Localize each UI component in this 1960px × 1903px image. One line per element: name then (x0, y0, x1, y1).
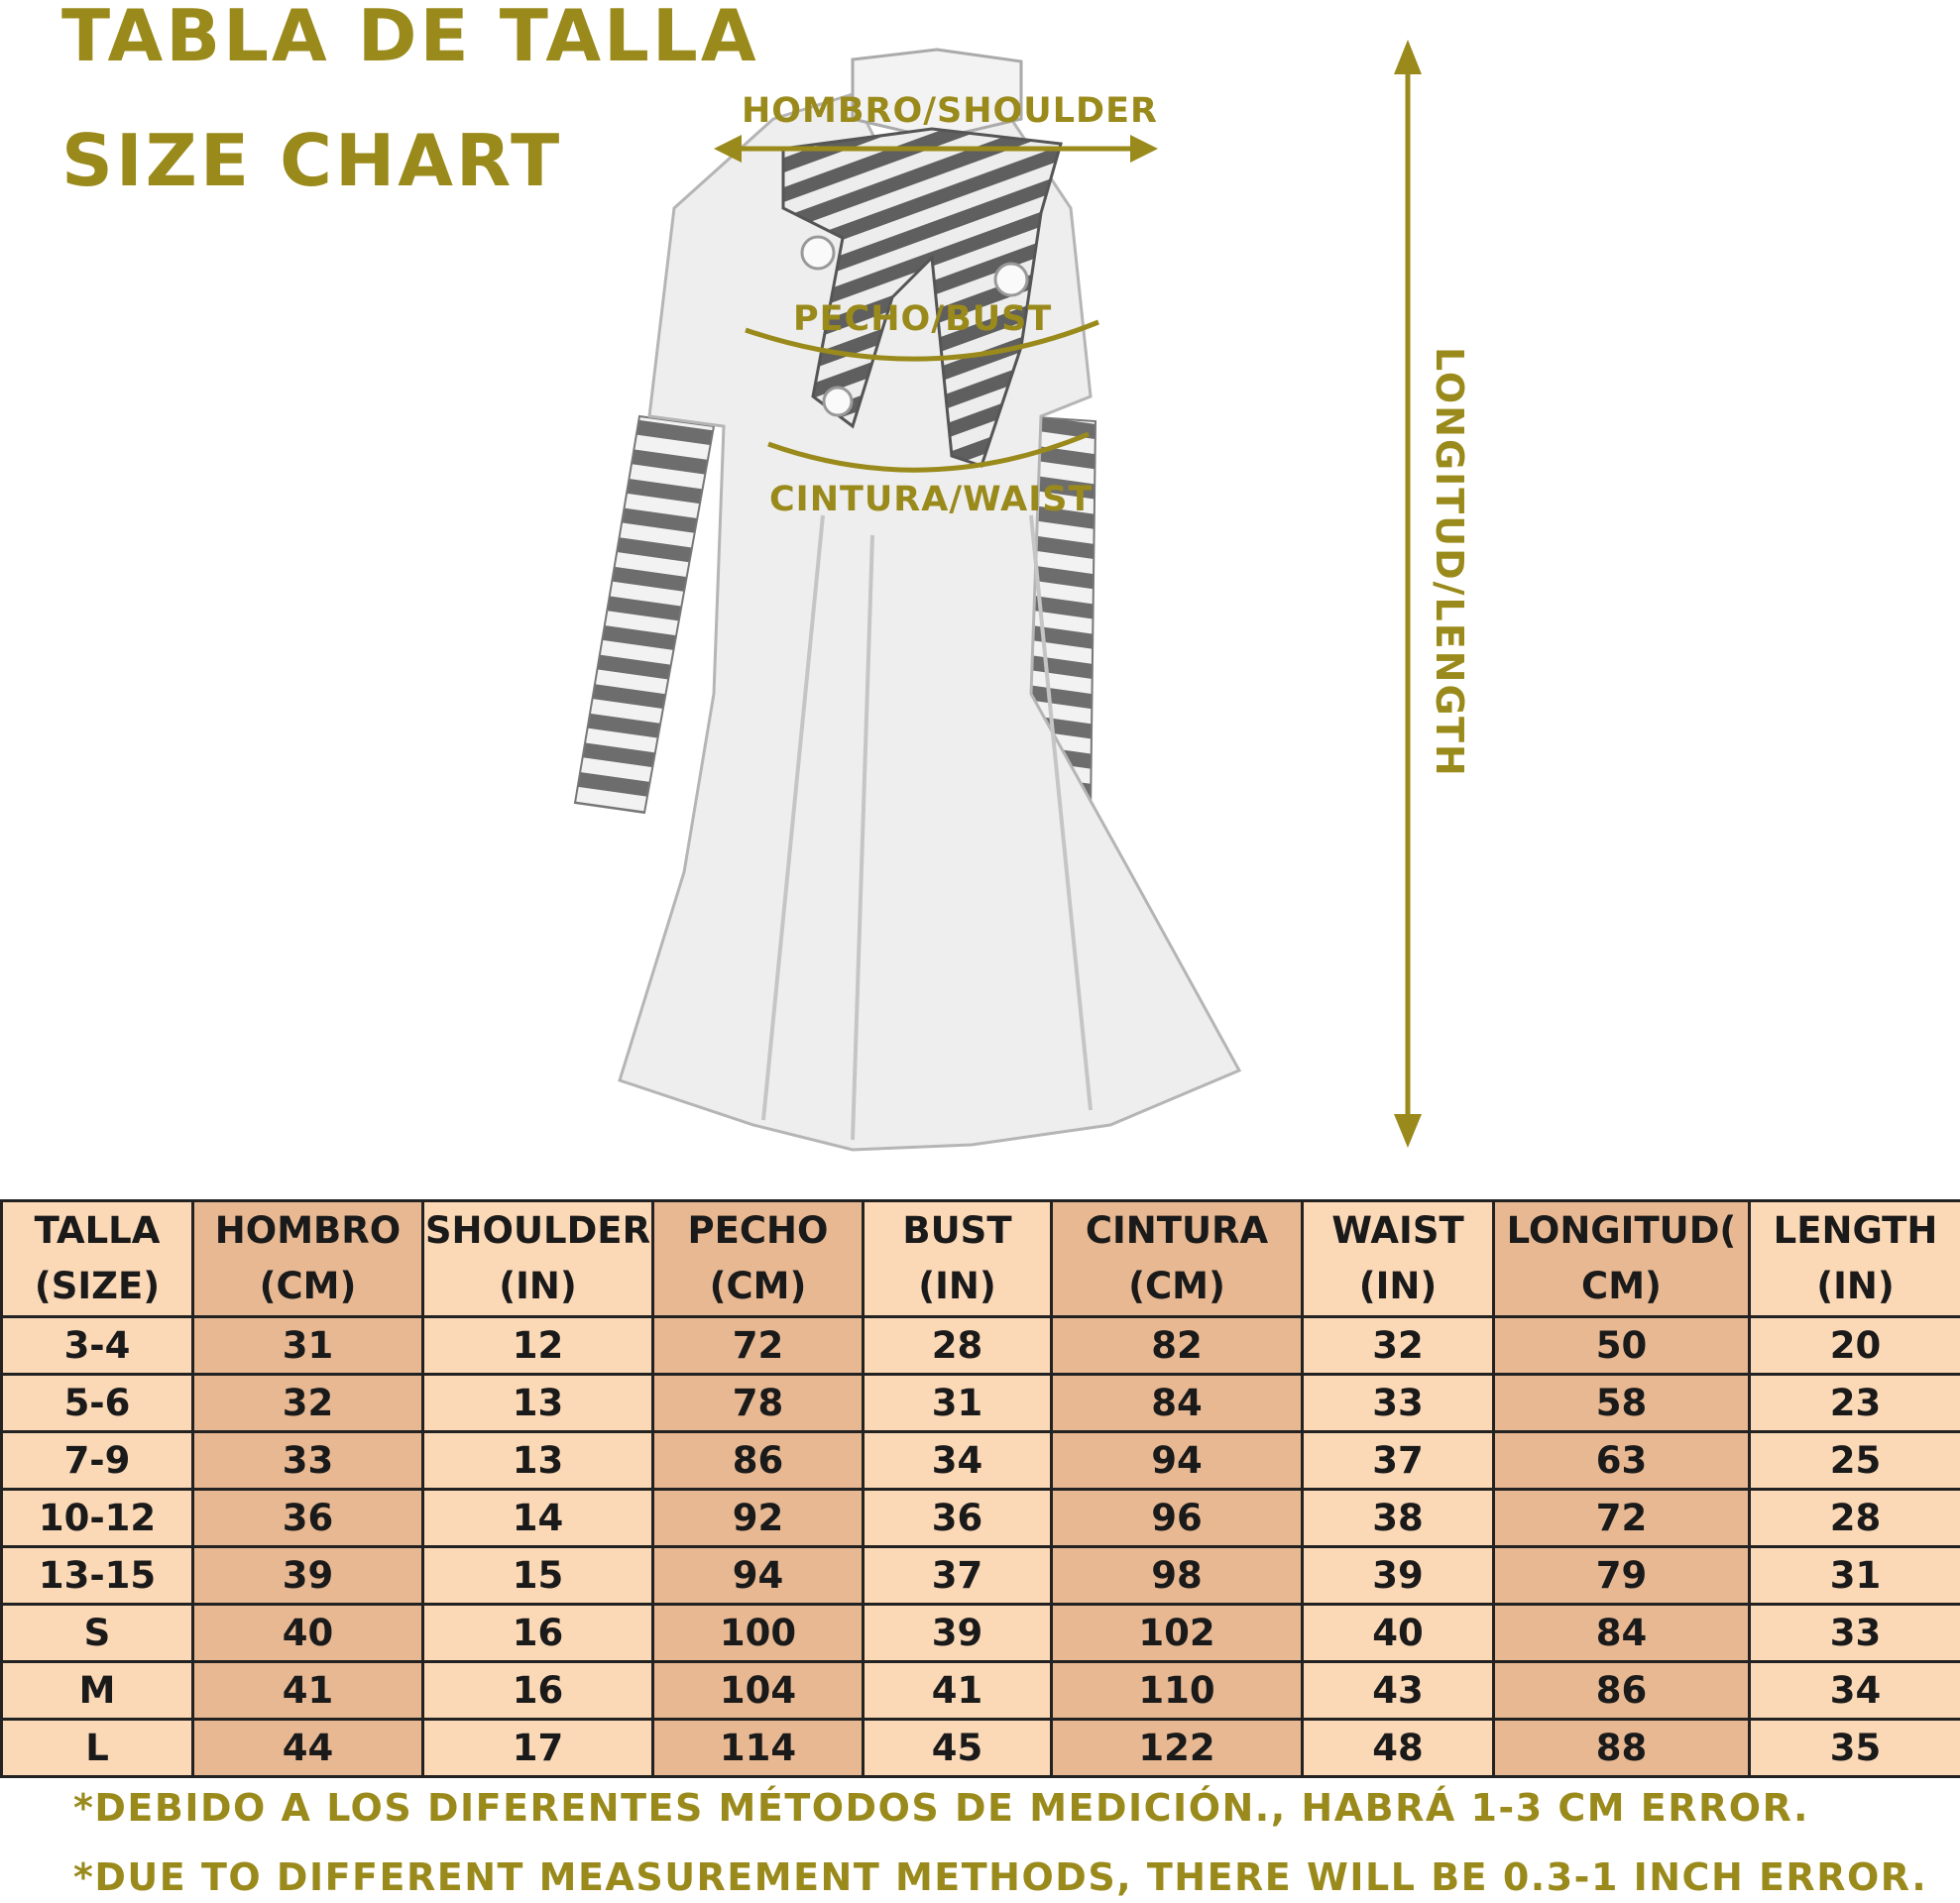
table-cell: 28 (1750, 1490, 1960, 1547)
table-cell: 110 (1052, 1662, 1303, 1720)
table-cell: 41 (193, 1662, 423, 1720)
table-cell: 98 (1052, 1547, 1303, 1605)
table-cell: 92 (653, 1490, 864, 1547)
table-cell: 5-6 (2, 1375, 193, 1432)
table-cell: 84 (1494, 1605, 1750, 1662)
table-cell: 34 (1750, 1662, 1960, 1720)
note-spanish: *DEBIDO A LOS DIFERENTES MÉTODOS DE MEDICIÓN., HABRÁ 1-3 CM ERROR. (73, 1786, 1809, 1830)
table-cell: 17 (423, 1720, 653, 1777)
table-cell: 13-15 (2, 1547, 193, 1605)
header-waist: WAIST (IN) (1303, 1201, 1494, 1317)
table-cell: 3-4 (2, 1317, 193, 1375)
table-cell: M (2, 1662, 193, 1720)
table-cell: 33 (1750, 1605, 1960, 1662)
table-row (2, 1317, 1960, 1375)
table-cell: 39 (193, 1547, 423, 1605)
length-label: LONGITUD/LENGTH (1428, 347, 1471, 778)
table-cell: 33 (1303, 1375, 1494, 1432)
table-cell: 100 (653, 1605, 864, 1662)
table-cell: 36 (864, 1490, 1052, 1547)
table-cell: 78 (653, 1375, 864, 1432)
table-cell: 15 (423, 1547, 653, 1605)
table-cell: 36 (193, 1490, 423, 1547)
header-length: LENGTH (IN) (1750, 1201, 1960, 1317)
table-cell: 16 (423, 1605, 653, 1662)
header-bust: BUST (IN) (864, 1201, 1052, 1317)
table-cell: 72 (653, 1317, 864, 1375)
table-cell: 37 (864, 1547, 1052, 1605)
table-cell: 63 (1494, 1432, 1750, 1490)
table-cell: 50 (1494, 1317, 1750, 1375)
table-cell: 16 (423, 1662, 653, 1720)
table-cell: 102 (1052, 1605, 1303, 1662)
table-cell: 72 (1494, 1490, 1750, 1547)
table-cell: 122 (1052, 1720, 1303, 1777)
header-cintura: CINTURA (CM) (1052, 1201, 1303, 1317)
table-cell: 14 (423, 1490, 653, 1547)
table-cell: 34 (864, 1432, 1052, 1490)
table-row (2, 1720, 1960, 1777)
table-cell: 39 (864, 1605, 1052, 1662)
table-cell: 32 (1303, 1317, 1494, 1375)
table-cell: L (2, 1720, 193, 1777)
table-cell: 10-12 (2, 1490, 193, 1547)
table-cell: 96 (1052, 1490, 1303, 1547)
table-cell: 88 (1494, 1720, 1750, 1777)
page-title-es: TABLA DE TALLA (61, 0, 759, 77)
table-cell: 20 (1750, 1317, 1960, 1375)
table-cell: 82 (1052, 1317, 1303, 1375)
table-cell: 94 (653, 1547, 864, 1605)
header-hombro: HOMBRO (CM) (193, 1201, 423, 1317)
table-row (2, 1432, 1960, 1490)
table-row (2, 1375, 1960, 1432)
table-cell: 25 (1750, 1432, 1960, 1490)
table-cell: 39 (1303, 1547, 1494, 1605)
header-talla: TALLA (SIZE) (2, 1201, 193, 1317)
table-header-row (2, 1201, 1960, 1317)
table-cell: 28 (864, 1317, 1052, 1375)
table-cell: 94 (1052, 1432, 1303, 1490)
table-cell: 45 (864, 1720, 1052, 1777)
table-cell: 32 (193, 1375, 423, 1432)
table-cell: 12 (423, 1317, 653, 1375)
table-cell: 38 (1303, 1490, 1494, 1547)
shoulder-label: HOMBRO/SHOULDER (742, 91, 1158, 131)
table-cell: 33 (193, 1432, 423, 1490)
table-cell: 43 (1303, 1662, 1494, 1720)
table-row (2, 1490, 1960, 1547)
page-title-en: SIZE CHART (61, 119, 563, 202)
table-cell: 86 (1494, 1662, 1750, 1720)
table-cell: 31 (1750, 1547, 1960, 1605)
table-cell: 58 (1494, 1375, 1750, 1432)
table-cell: 84 (1052, 1375, 1303, 1432)
header-pecho: PECHO (CM) (653, 1201, 864, 1317)
table-cell: 13 (423, 1375, 653, 1432)
table-cell: 13 (423, 1432, 653, 1490)
table-cell: 31 (864, 1375, 1052, 1432)
header-shoulder: SHOULDER (IN) (423, 1201, 653, 1317)
table-cell: S (2, 1605, 193, 1662)
table-cell: 7-9 (2, 1432, 193, 1490)
table-cell: 104 (653, 1662, 864, 1720)
table-cell: 31 (193, 1317, 423, 1375)
table-cell: 40 (193, 1605, 423, 1662)
table-cell: 86 (653, 1432, 864, 1490)
note-english: *DUE TO DIFFERENT MEASUREMENT METHODS, THERE WILL BE 0.3-1 INCH ERROR. (73, 1855, 1928, 1899)
bust-label: PECHO/BUST (793, 299, 1053, 339)
table-cell: 40 (1303, 1605, 1494, 1662)
table-cell: 114 (653, 1720, 864, 1777)
table-cell: 48 (1303, 1720, 1494, 1777)
header-longitud: LONGITUD( CM) (1494, 1201, 1750, 1317)
table-row (2, 1605, 1960, 1662)
left-sleeve (575, 416, 714, 813)
table-cell: 23 (1750, 1375, 1960, 1432)
table-cell: 79 (1494, 1547, 1750, 1605)
table-cell: 41 (864, 1662, 1052, 1720)
table-cell: 37 (1303, 1432, 1494, 1490)
table-cell: 35 (1750, 1720, 1960, 1777)
size-table (0, 1199, 1960, 1778)
table-row (2, 1547, 1960, 1605)
waist-label: CINTURA/WAIST (769, 480, 1094, 519)
table-row (2, 1662, 1960, 1720)
table-cell: 44 (193, 1720, 423, 1777)
